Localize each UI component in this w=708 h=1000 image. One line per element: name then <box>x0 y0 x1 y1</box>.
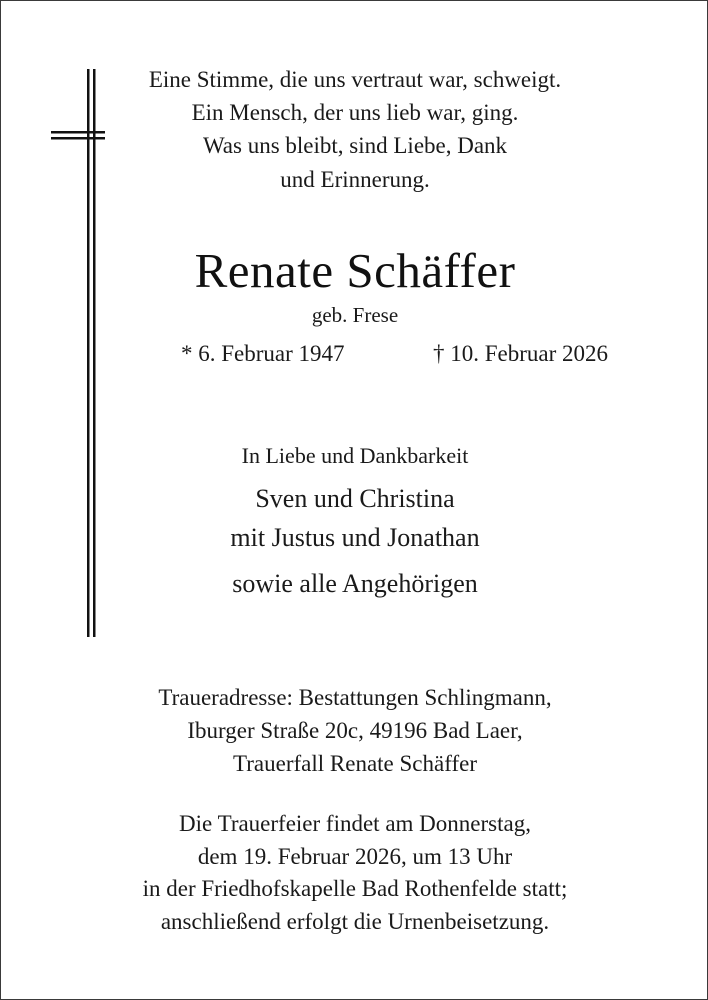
poem-line-2: Ein Mensch, der uns lieb war, ging. <box>191 100 519 125</box>
birth-name: geb. Frese <box>311 303 399 327</box>
mourners-intro: In Liebe und Dankbarkeit <box>241 443 469 468</box>
mourners-line-3: sowie alle Angehörigen <box>232 569 478 598</box>
address-line-2: Iburger Straße 20c, 49196 Bad Laer, <box>187 718 523 743</box>
address-line-3: Trauerfall Renate Schäffer <box>233 751 477 776</box>
mourners-line-1: Sven und Christina <box>255 484 455 513</box>
poem-line-4: und Erinnerung. <box>280 167 430 192</box>
address-line-1: Traueradresse: Bestattungen Schlingmann, <box>158 685 552 710</box>
ceremony-line-2: dem 19. Februar 2026, um 13 Uhr <box>197 844 513 869</box>
death-date: † 10. Februar 2026 <box>433 341 609 366</box>
ceremony-line-3: in der Friedhofskapelle Bad Rothenfelde statt; <box>142 876 568 901</box>
ceremony-line-4: anschließend erfolgt die Urnenbeisetzung. <box>160 909 550 934</box>
poem-line-3: Was uns bleibt, sind Liebe, Dank <box>202 133 508 158</box>
ceremony-line-1: Die Trauerfeier findet am Donnerstag, <box>179 811 531 836</box>
birth-date: * 6. Februar 1947 <box>181 341 345 366</box>
poem-line-1: Eine Stimme, die uns vertraut war, schweigt. <box>148 67 562 92</box>
deceased-name: Renate Schäffer <box>194 243 516 298</box>
mourners-line-2: mit Justus und Jonathan <box>230 523 480 552</box>
